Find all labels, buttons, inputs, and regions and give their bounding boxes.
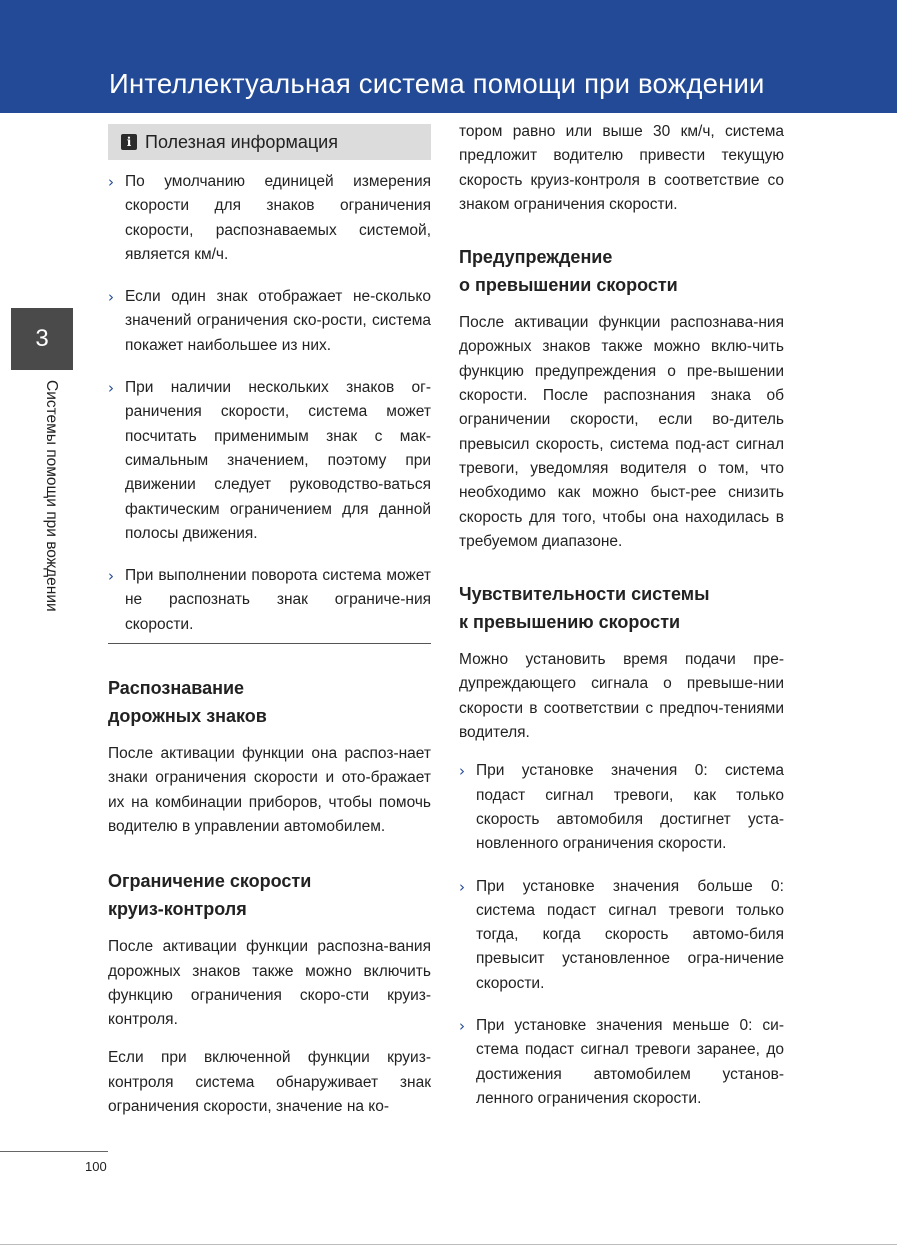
chevron-right-icon: › bbox=[108, 567, 114, 586]
chevron-right-icon: › bbox=[108, 173, 114, 191]
cruise-limit-text: После активации функции распозна-вания дорожных знаков также можно включить функцию ограничения скоро-сти круиз-контроля. bbox=[108, 938, 431, 1029]
sensitivity-bullet bbox=[459, 759, 784, 856]
sign-recognition-heading-line2: дорожных знаков bbox=[108, 706, 267, 727]
info-bullet bbox=[108, 564, 431, 637]
info-bullet-text: По умолчанию единицей измерения скорости для знаков ограничения скорости, распознаваемых системой, является км/ч. bbox=[125, 173, 431, 263]
info-bullet-text: При наличии нескольких знаков ог-раничения скорости, система может посчитать применимым знак с мак-симальным значением, поэтому при движении следует руководство-ваться фактическим ограничением для данной полосы движения. bbox=[125, 379, 431, 542]
page-number: 100 bbox=[85, 1159, 107, 1174]
chevron-right-icon: › bbox=[108, 379, 114, 398]
left-column bbox=[108, 124, 431, 1119]
chapter-number-tab: 3 bbox=[11, 308, 73, 370]
sign-recognition-heading-line1: Распознавание bbox=[108, 678, 245, 699]
info-bullet bbox=[108, 285, 431, 358]
chevron-right-icon: › bbox=[459, 877, 465, 896]
sensitivity-bullet-text: При установке значения 0: система подаст сигнал тревоги, как только скорость автомобиля достигнет уста-новленного ограничения скорости. bbox=[476, 762, 784, 853]
page-header bbox=[0, 0, 897, 113]
info-bullet-text: Если один знак отображает не-сколько значений ограничения ско-рости, система покажет наибольшее из них. bbox=[125, 288, 431, 354]
page-title: Интеллектуальная система помощи при вождении bbox=[109, 68, 765, 99]
sign-recognition-text: После активации функции она распоз-нает знаки ограничения скорости и ото-бражает их на комбинации приборов, чтобы помочь водителю в управлении автомобилем. bbox=[108, 745, 431, 835]
overspeed-heading-line1: Предупреждение bbox=[459, 247, 613, 268]
sensitivity-bullet bbox=[459, 1014, 784, 1111]
info-bullet-text: При выполнении поворота система может не распознать знак ограниче-ния скорости. bbox=[125, 567, 431, 633]
overspeed-heading-line2: о превышении скорости bbox=[459, 275, 678, 296]
info-box-header bbox=[108, 124, 431, 160]
chevron-right-icon: › bbox=[108, 288, 114, 307]
sensitivity-heading-line1: Чувствительности системы bbox=[459, 584, 710, 605]
sensitivity-text: Можно установить время подачи пре-дупреждающего сигнала о превыше-нии скорости в соответствии с предпоч-тениями водителя. bbox=[459, 651, 784, 742]
cruise-limit-heading-line1: Ограничение скорости bbox=[108, 871, 312, 892]
chevron-right-icon: › bbox=[459, 762, 465, 781]
right-column bbox=[459, 120, 784, 1129]
info-bullet bbox=[108, 376, 431, 546]
sensitivity-bullet-text: При установке значения больше 0: система подаст сигнал тревоги только тогда, когда скорость автомо-биля превысит установленное огра-ничение скорости. bbox=[476, 877, 784, 992]
cruise-limit-text-continued: тором равно или выше 30 км/ч, система предложит водителю привести текущую скорость круиз-контроля в соответствие со знаком ограничения скорости. bbox=[459, 123, 784, 213]
cruise-limit-text-2: Если при включенной функции круиз-контроля система обнаруживает знак ограничения скорости, значение на ко- bbox=[108, 1049, 431, 1116]
sensitivity-heading-line2: к превышению скорости bbox=[459, 612, 681, 633]
chevron-right-icon: › bbox=[459, 1017, 465, 1036]
info-box-title: Полезная информация bbox=[145, 131, 338, 152]
overspeed-text: После активации функции распознава-ния дорожных знаков также можно вклю-чить функцию предупреждения о пре-вышении скорости. После распознания знака об ограничении скорости, если во-дитель превысил скорость, система под-аст сигнал тревоги, уведомляя водителя о том, что необходимо как можно быст-рее снизить скорость для того, чтобы она находилась в требуемом диапазоне. bbox=[459, 314, 784, 550]
info-icon: i bbox=[121, 134, 137, 150]
footer-rule bbox=[0, 1151, 108, 1152]
sensitivity-bullet-text: При установке значения меньше 0: си-стема подаст сигнал тревоги заранее, до достижения автомобилем установ-ленного ограничения скорости. bbox=[476, 1017, 784, 1107]
cruise-limit-heading-line2: круиз-контроля bbox=[108, 899, 247, 920]
bottom-edge-line bbox=[0, 1244, 897, 1245]
sensitivity-bullet bbox=[459, 875, 784, 996]
info-bullet bbox=[108, 170, 431, 267]
chapter-label: Системы помощи при вождении bbox=[43, 380, 60, 612]
